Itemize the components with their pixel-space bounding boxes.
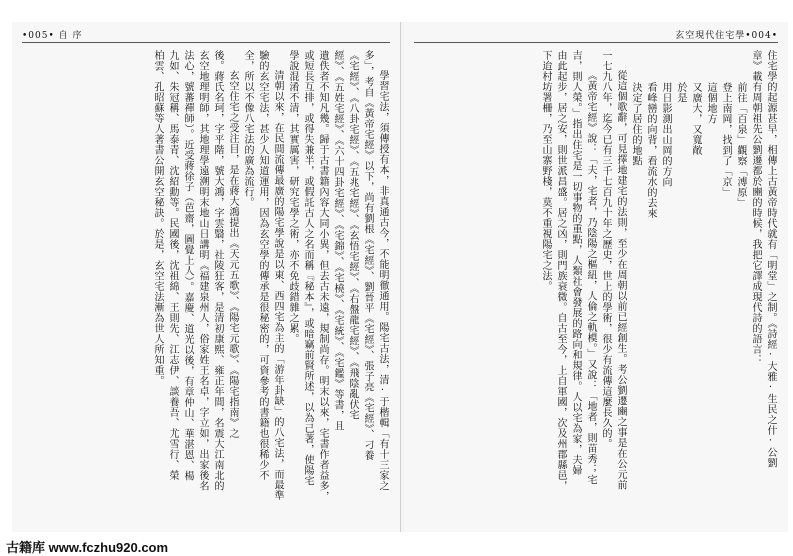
text-column: 前往「百泉」觀察「溥原」 xyxy=(735,82,746,208)
left-page-header: •005• 自 序 xyxy=(22,31,83,41)
text-column: 由此起步，居之安，則世派昌盛。居之凶，則門族衰微。自古至今，上自軍國，次及州郡縣邑， xyxy=(555,50,566,491)
text-column: 這個地方 xyxy=(705,82,716,124)
text-column: 法心，號蕃禪師）。近受蔣徐子（芭齋，圖覺上人）。嘉慶、道光以後，有章仲山、華湛恩、楊 xyxy=(182,50,193,481)
text-column: 住宅學的起源甚早，相傳上古黃帝時代就有「明堂」之制。《詩經·大雅·生民之什·公劉 xyxy=(765,50,776,468)
text-column: 章》載有周朝祖先公劉遷都於豳的時候，我把它譯成現代詩的語言： xyxy=(750,50,761,365)
text-column: 玄空地理明師，其地理學遠溯明末地山日講明《福建泉州人，俗家姓王名卓，字立如，出家後名 xyxy=(197,50,208,491)
text-column: 又廣大，又寬敞 xyxy=(690,82,701,156)
left-page-text xyxy=(22,50,390,522)
text-column: 或短長互排，或得失兼半，或假託古人之名而稱『秘本』，或暗竊前賢所述，以為己著，使陽宅 xyxy=(302,50,313,486)
text-column: 清朝以來，在民間流傳最廣的陽宅學說是以東、西四宅為主的「游年卦缺」的八宅法，而最準 xyxy=(272,70,283,501)
text-column: 《黃帝宅經》說：「夫，宅者，乃陰陽之樞紐，人倫之軌模。」又說：「地者，則苗秀；宅 xyxy=(585,70,596,485)
text-column: 九如、朱冠稱、馬泰青、沈紹勳等。民國後，沈祖綿、王則先、江志伊、談養吾、尤雪行、榮 xyxy=(167,50,178,481)
right-page-text xyxy=(410,50,778,522)
text-column: 登上南岡，找到了「京」 xyxy=(720,82,731,198)
footer-watermark xyxy=(0,534,793,556)
text-column: 學說混淆不清，其實厲害，研究宅學之術，亦不免歧錯雜之累。 xyxy=(287,50,298,344)
text-column: 後。蔣氏名珂，字平階，號大鴻，字雲翳，社陵狂客，是清初康熙、雍正年間，名震大江南北的 xyxy=(212,50,223,491)
text-column: 多」，考自《黃帝宅經》以下，尚有劉根《宅經》、劉晉平《宅經》、張子亮《宅經》、刁養 xyxy=(362,50,373,461)
text-column: 學習宅法，須傳授有本，非真通古今，不能明徹通用。陽宅古法，清·于楷輯「有十三家之 xyxy=(377,70,388,491)
left-page xyxy=(12,22,401,532)
right-page-header: 玄空現代住宅學•004• xyxy=(675,31,778,41)
text-column: 全，所以不像八宅法的廣為流行。 xyxy=(242,50,253,208)
text-column: 玄空住宅之受注目，是在蔣大鴻提出《天元五歌》、《陽宅元歌》、《陽宅指南》之 xyxy=(227,70,238,439)
text-column: 用日影測出山岡的方向 xyxy=(660,82,671,187)
text-column: 《宅經》、《八卦宅經》、《五兆宅經》、《玄悟宅經》、《右盤龍宅經》、《飛陰亂伏宅 xyxy=(347,50,358,420)
text-column: 柏雲、孔昭蘇等人著書公開玄空秘訣。於是，玄空宅法漸為世人所知重。 xyxy=(152,50,163,386)
text-column: 經》、《五姓宅經》、《六十四卦宅經》、《宅錦》、《宅橈》、《宅統》、《宅鑑》等書，且 xyxy=(332,50,343,431)
text-column: 下迨村坊署柵，乃至山寨野棧，莫不重視陽宅之法。 xyxy=(540,50,551,292)
text-column: 看峰巒的向背，看流水的去來 xyxy=(645,82,656,219)
text-column: 決定了居住的地點 xyxy=(630,82,641,166)
text-column: 驗的玄空宅法，甚少人知道運用，因為玄空學的傳承是很秘密的，可資參考的書籍也很稀少不 xyxy=(257,50,268,481)
book-spread xyxy=(12,22,788,532)
footer-site-text: 古籍库 www.fczhu920.com xyxy=(6,540,169,555)
text-column: 一七九八年，迄今已有三千七百九十年之歷史，世上的學術，很少有流傳這麼長久的。 xyxy=(600,50,611,449)
text-column: 吉，則人榮。」指出住宅是一切事物的重點，人類社會發展的路向和規律。人以宅為家，夫婦 xyxy=(570,50,581,476)
right-header-rule xyxy=(414,42,778,43)
text-column: 遺佚者不知凡幾。歸于古書籍內容大同小異，但去古未遠，規制尚存。明末以來，宅書作者益多， xyxy=(317,50,328,502)
text-column: 於是 xyxy=(675,82,686,103)
left-header-rule xyxy=(22,42,390,43)
text-column: 從這個歌辭，可見擇地建宅的法則，至少在周朝以前已經創生。考公劉遷豳之事是在公元前 xyxy=(615,70,626,490)
right-page xyxy=(404,22,788,532)
